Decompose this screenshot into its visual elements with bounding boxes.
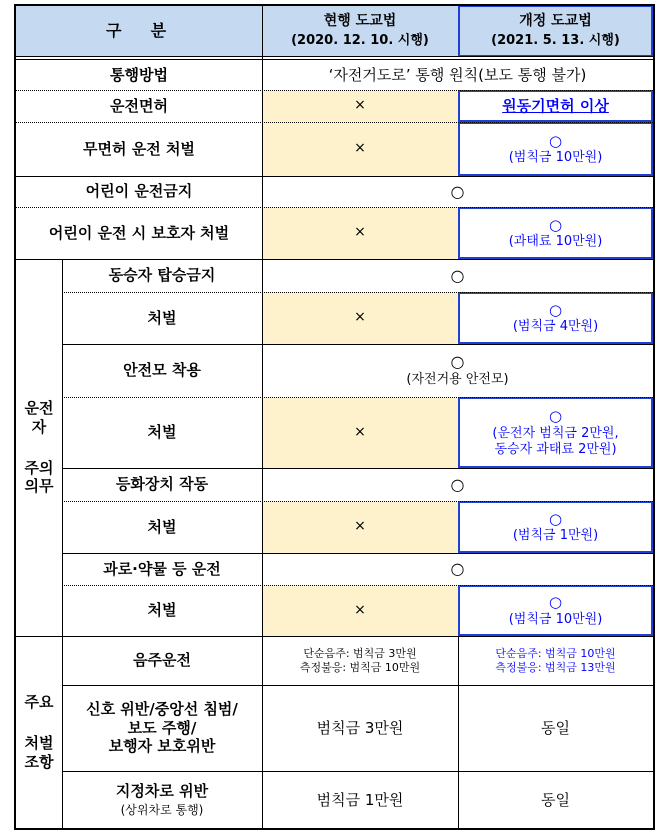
drunk-current-1: 단순음주: 범칙금 3만원 [303,646,417,660]
row-sep [62,292,653,293]
helmet-penalty-note-1: (운전자 범칙금 2만원, [492,425,619,441]
table-border-right [653,4,655,830]
row-passenger-penalty-revised [458,292,653,344]
row-passenger-label [62,259,262,292]
col-divider-current [262,60,263,829]
traffic-method-value: ‘자전거도로’ 통행 원칙(보도 통행 불가) [328,65,587,84]
header-revised-date: (2021. 5. 13. 시행) [491,33,620,49]
row-lights-value [262,468,653,501]
passenger-penalty-note: (범칙금 4만원) [512,319,599,335]
row-lights-penalty-revised [458,501,653,553]
row-drunk-label [62,636,262,685]
drunk-current-2: 측정불응: 범칙금 10만원 [299,660,421,674]
cross-mark: × [354,140,366,157]
row-drugs-label [62,553,262,585]
row-lights-label [62,468,262,501]
passenger-penalty-label: 처벌 [147,308,177,327]
cross-mark: × [354,518,366,535]
main-penalties-group-label [16,636,62,829]
group-col-divider [62,259,63,829]
row-lane-label [62,771,262,829]
signal-label-3: 보행자 보호위반 [108,737,216,756]
row-drugs-value [262,553,653,585]
row-sep [62,685,653,686]
row-sep [16,176,653,177]
row-helmet-penalty-current [262,397,458,468]
row-sep [16,259,653,260]
row-traffic-method-value [262,60,653,90]
unlicensed-label: 무면허 운전 처벌 [83,139,195,158]
row-traffic-method-label [16,60,262,90]
main-penalties-label-2: 처벌 [24,734,54,753]
row-drugs-penalty-revised [458,585,653,636]
row-sep [62,585,653,586]
signal-current: 범칙금 3만원 [316,718,404,737]
lights-label: 등화장치 작동 [115,475,209,494]
row-sep [62,468,653,469]
row-unlicensed-current [262,122,458,176]
child-guardian-revised-note: (과태료 10만원) [508,234,603,250]
child-guardian-label: 어린이 운전 시 보호자 처벌 [48,223,230,242]
child-ban-label: 어린이 운전금지 [85,182,193,201]
row-license-revised [458,90,653,122]
drunk-label: 음주운전 [133,651,191,670]
circle-mark: ○ [548,300,563,319]
lights-penalty-label: 처벌 [147,517,177,536]
row-helmet-penalty-revised [458,397,653,468]
driver-duties-group-label [16,259,62,636]
circle-mark: ○ [450,559,465,578]
row-signal-label [62,685,262,771]
row-sep [16,636,653,637]
drugs-label: 과로·약물 등 운전 [103,559,221,578]
table-border-left [14,4,16,830]
cross-mark: × [354,601,366,618]
row-helmet-value [262,344,653,397]
row-unlicensed-revised [458,122,653,176]
cross-mark: × [354,423,366,440]
col-divider-1 [262,4,263,60]
row-child-ban-value [262,176,653,207]
row-passenger-penalty-current [262,292,458,344]
helmet-penalty-note-2: 동승자 과태료 2만원) [494,441,617,457]
header-current-date: (2020. 12. 10. 시행) [291,33,429,49]
row-sep [16,122,653,123]
circle-mark: ○ [450,265,465,285]
unlicensed-revised-note: (범칙금 10만원) [508,150,603,166]
row-passenger-penalty-label [62,292,262,344]
header-divider-2 [14,59,655,60]
drugs-penalty-note: (범칙금 10만원) [508,611,603,627]
circle-mark: ○ [548,215,563,234]
circle-mark: ○ [548,406,563,425]
drunk-revised-2: 측정불응: 범칙금 13만원 [495,660,616,674]
row-child-guardian-revised [458,207,653,259]
circle-mark: ○ [548,593,563,611]
circle-mark: ○ [548,509,563,528]
circle-mark: ○ [450,474,465,494]
row-sep [62,771,653,772]
row-license-current [262,90,458,122]
drugs-penalty-label: 처벌 [147,601,177,620]
row-sep [62,397,653,398]
lane-label: 지정차로 위반 [115,782,209,801]
signal-label-2: 보도 주행/ [127,718,197,737]
circle-mark: ○ [450,181,465,201]
row-signal-current [262,685,458,771]
row-sep [16,207,653,208]
driver-duties-label-3: 주의 [24,458,54,477]
signal-revised: 동일 [541,718,570,737]
cross-mark: × [354,97,366,114]
lane-label-sub: (상위차로 통행) [120,802,204,817]
row-lane-current [262,771,458,829]
row-helmet-label [62,344,262,397]
header-category-label: 구 분 [105,21,173,40]
header-current [262,5,458,57]
driver-duties-label-1: 운전 [24,399,54,417]
row-drunk-current [262,636,458,685]
row-license-label [16,90,262,122]
main-penalties-label-3: 조항 [24,752,54,771]
row-signal-revised [458,685,653,771]
main-penalties-label-1: 주요 [24,693,54,712]
passenger-label: 동승자 탑승금지 [108,266,216,285]
helmet-penalty-label: 처벌 [147,423,177,442]
lane-current: 범칙금 1만원 [316,790,404,809]
helmet-label: 안전모 착용 [123,361,201,380]
signal-label-1: 신호 위반/중앙선 침범/ [86,699,238,718]
cross-mark: × [354,224,366,241]
header-revised [458,5,653,57]
header-divider [14,56,655,57]
lights-penalty-note: (범칙금 1만원) [512,528,599,544]
row-lights-penalty-current [262,501,458,553]
driver-duties-label-2: 자 [31,417,47,436]
row-lights-penalty-label [62,501,262,553]
lane-revised: 동일 [541,790,570,809]
row-sep [62,344,653,345]
row-child-ban-label [16,176,262,207]
row-sep [62,501,653,502]
driver-duties-label-4: 의무 [24,477,54,496]
row-lane-revised [458,771,653,829]
row-passenger-value [262,259,653,292]
col-divider-revised [458,636,459,829]
row-helmet-penalty-label [62,397,262,468]
license-label: 운전면허 [110,96,168,115]
row-sep [16,90,653,91]
table-border-bottom [14,828,655,830]
table-border-top [14,4,655,6]
row-child-guardian-current [262,207,458,259]
row-drugs-penalty-label [62,585,262,636]
row-drunk-revised [458,636,653,685]
header-current-title: 현행 도교법 [323,12,397,29]
header-revised-title: 개정 도교법 [519,12,592,29]
cross-mark: × [354,309,366,326]
circle-mark: ○ [450,352,465,372]
circle-mark: ○ [548,131,563,150]
row-drugs-penalty-current [262,585,458,636]
row-child-guardian-label [16,207,262,259]
row-sep [62,553,653,554]
drunk-revised-1: 단순음주: 범칙금 10만원 [495,646,616,660]
row-unlicensed-label [16,122,262,176]
header-category [16,5,262,57]
license-revised-value: 원동기면허 이상 [502,96,609,115]
helmet-note: (자전거용 안전모) [406,372,509,388]
traffic-method-label: 통행방법 [110,65,168,84]
